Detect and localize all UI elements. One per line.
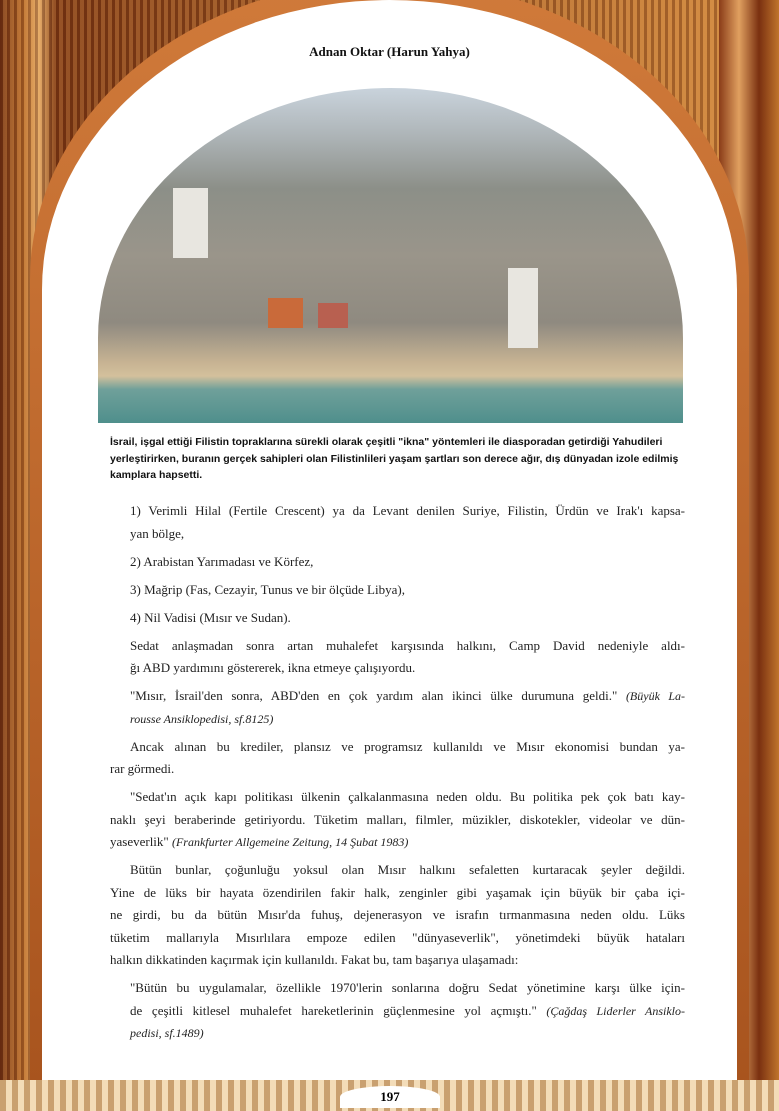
photo-caption: İsrail, işgal ettiği Filistin topraklarına sürekli olarak çeşitli "ikna" yöntemleri ile diasporadan getirdiği Yahudileri yerleştirirken, buranın gerçek sahipleri olan Filistinlileri yaşam şartları son derece ağır, dış dünyadan izole edilmiş kamplara hapsetti. xyxy=(110,436,679,481)
text-line xyxy=(110,786,685,809)
citation: pedisi, sf.1489) xyxy=(130,1026,204,1040)
citation: rousse Ansiklopedisi, sf.8125) xyxy=(130,711,274,726)
line-text: "Sedat'ın açık kapı politikası ülkenin çalkalanmasına neden oldu. Bu politika pek çok batı kay- xyxy=(130,789,685,804)
line-text: Sedat anlaşmadan sonra artan muhalefet karşısında halkını, Camp David nedeniyle aldı- xyxy=(130,637,685,653)
text-line xyxy=(110,1022,685,1045)
line-text: "Mısır, İsrail'den sonra, ABD'den en çok yardım alan ikinci ülke durumuna geldi." xyxy=(130,688,626,703)
line-text: 4) Nil Vadisi (Mısır ve Sudan). xyxy=(130,609,291,625)
citation: (Çağdaş Liderler Ansiklo- xyxy=(546,1003,685,1018)
line-text: Ancak alınan bu krediler, plansız ve programsız kullanıldı ve Mısır ekonomisi bundan ya- xyxy=(130,738,685,754)
text-line xyxy=(110,927,685,950)
text-line xyxy=(110,685,685,708)
page-number: 197 xyxy=(340,1086,440,1108)
running-header: Adnan Oktar (Harun Yahya) xyxy=(309,44,470,59)
text-line xyxy=(110,831,685,854)
paragraph xyxy=(110,786,685,854)
text-line xyxy=(110,736,685,759)
text-line xyxy=(110,977,685,1000)
text-line xyxy=(110,882,685,905)
text-line xyxy=(110,1000,685,1023)
paragraph xyxy=(110,859,685,972)
text-line xyxy=(110,859,685,882)
line-text: 1) Verimli Hilal (Fertile Crescent) ya da Levant denilen Suriye, Filistin, Ürdün ve Irak'ı kapsa- xyxy=(130,503,685,518)
text-line xyxy=(110,635,685,658)
paragraph xyxy=(110,551,685,574)
text-line xyxy=(110,579,685,602)
text-line xyxy=(110,657,685,680)
body-text xyxy=(110,500,685,1050)
line-text: halkın dikkatinden kaçırmak için kullanıldı. Fakat bu, tam başarıya ulaşamadı: xyxy=(110,952,519,967)
line-text: de çeşitli kitlesel muhalefet hareketlerinin güçlenmesine yol açmıştı." xyxy=(130,1002,547,1018)
text-line xyxy=(110,949,685,972)
line-text: "Bütün bu uygulamalar, özellikle 1970'lerin sonlarına doğru Sedat yönetimine karşı ülke için- xyxy=(130,980,685,995)
text-line xyxy=(110,607,685,630)
line-text: ne girdi, bu da bütün Mısır'da fuhuş, dejenerasyon ve israfın tırmanmasına neden oldu. Lüks xyxy=(110,907,685,922)
line-text: Bütün bunlar, çoğunluğu yoksul olan Mısır halkını sefaletten kurtaracak şeyler değildi. xyxy=(130,862,685,877)
text-line xyxy=(110,758,685,781)
citation: (Frankfurter Allgemeine Zeitung, 14 Şubat 1983) xyxy=(171,835,409,849)
paragraph xyxy=(110,977,685,1045)
line-text: ğı ABD yardımını göstererek, ikna etmeye çalışıyordu. xyxy=(130,660,416,675)
line-text: rar görmedi. xyxy=(110,761,175,776)
text-line xyxy=(110,708,685,731)
text-line xyxy=(110,551,685,574)
line-text: 2) Arabistan Yarımadası ve Körfez, xyxy=(130,553,314,569)
paragraph xyxy=(110,607,685,630)
text-line xyxy=(110,500,685,523)
paragraph xyxy=(110,579,685,602)
line-text: Yine de lüks bir hayata özendirilen fakir halk, zenginler gibi yaşamak için büyük bir çaba içi- xyxy=(110,884,685,900)
text-line xyxy=(110,523,685,546)
line-text: yaseverlik" xyxy=(110,834,172,849)
line-text: tüketim mallarıyla Mısırlılara empoze edilen "dünyaseverlik", yönetimdeki büyük hataları xyxy=(110,929,685,945)
paragraph xyxy=(110,685,685,730)
line-text: 3) Mağrip (Fas, Cezayir, Tunus ve bir ölçüde Libya), xyxy=(130,581,405,597)
text-line xyxy=(110,904,685,927)
text-line xyxy=(110,809,685,832)
line-text: naklı şeyi beraberinde getiriyordu. Tüketim malları, filmler, müzikler, diskotekler, videolar ve dün- xyxy=(110,811,685,827)
citation: (Büyük La- xyxy=(625,689,685,703)
paragraph xyxy=(110,500,685,545)
paragraph xyxy=(110,635,685,680)
paragraph xyxy=(110,736,685,781)
line-text: yan bölge, xyxy=(130,525,185,541)
